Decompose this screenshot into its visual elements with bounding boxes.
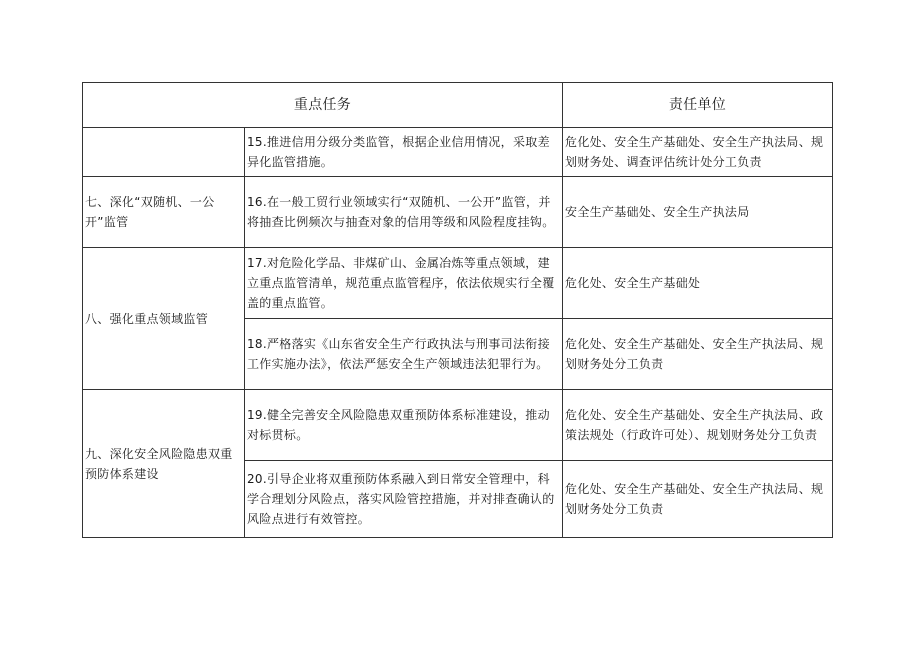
unit-cell: 危化处、安全生产基础处 (563, 248, 833, 319)
task-cell: 15.推进信用分级分类监管，根据企业信用情况，采取差异化监管措施。 (245, 128, 563, 177)
category-cell: 九、深化安全风险隐患双重预防体系建设 (83, 390, 245, 538)
task-cell: 20.引导企业将双重预防体系融入到日常安全管理中，科学合理划分风险点，落实风险管控措施，并对排查确认的风险点进行有效管控。 (245, 461, 563, 538)
unit-cell: 危化处、安全生产基础处、安全生产执法局、规划财务处分工负责 (563, 319, 833, 390)
task-cell: 17.对危险化学品、非煤矿山、金属冶炼等重点领域，建立重点监管清单，规范重点监管程序，依法依规实行全覆盖的重点监管。 (245, 248, 563, 319)
unit-cell: 危化处、安全生产基础处、安全生产执法局、规划财务处分工负责 (563, 461, 833, 538)
task-cell: 19.健全完善安全风险隐患双重预防体系标准建设，推动对标贯标。 (245, 390, 563, 461)
unit-cell: 危化处、安全生产基础处、安全生产执法局、政策法规处（行政许可处）、规划财务处分工负责 (563, 390, 833, 461)
task-cell: 18.严格落实《山东省安全生产行政执法与刑事司法衔接工作实施办法》，依法严惩安全生产领域违法犯罪行为。 (245, 319, 563, 390)
category-cell: 八、强化重点领域监管 (83, 248, 245, 390)
category-cell (83, 128, 245, 177)
unit-cell: 安全生产基础处、安全生产执法局 (563, 177, 833, 248)
table-row (83, 248, 833, 319)
category-cell: 七、深化“双随机、一公开”监管 (83, 177, 245, 248)
header-task: 重点任务 (83, 83, 563, 128)
unit-cell: 危化处、安全生产基础处、安全生产执法局、规划财务处、调查评估统计处分工负责 (563, 128, 833, 177)
task-cell: 16.在一般工贸行业领域实行“双随机、一公开”监管，并将抽查比例频次与抽查对象的信用等级和风险程度挂钩。 (245, 177, 563, 248)
table-row (83, 390, 833, 461)
task-responsibility-table (82, 82, 833, 538)
table-row (83, 128, 833, 177)
table-row (83, 177, 833, 248)
table-header-row (83, 83, 833, 128)
header-unit: 责任单位 (563, 83, 833, 128)
